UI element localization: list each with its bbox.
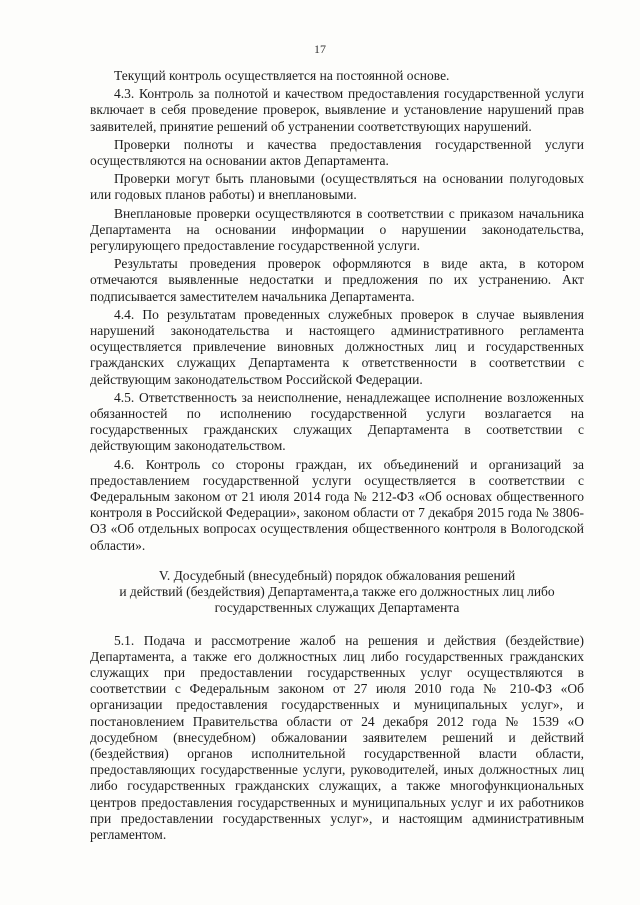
paragraph: Результаты проведения проверок оформляются в виде акта, в котором отмечаются выявленные недостатки и предложения по их устранению. Акт подписывается заместителем начальника Департамента. <box>90 256 584 304</box>
paragraph: 5.1. Подача и рассмотрение жалоб на решения и действия (бездействие) Департамента, а также его должностных лиц либо государственных гражданских служащих при предоставлении государственных услуг осуществляются в соответствии с Федеральным законом от 27 июля 2010 года № 210-ФЗ «Об организации предоставления государственных и муниципальных услуг», и постановлением Правительства области от 24 декабря 2012 года № 1539 «О досудебном (внесудебном) обжаловании заявителем решений и действий (бездействия) органов исполнительной государственной власти области, предоставляющих государственные услуги, руководителей, иных должностных лиц либо государственных гражданских служащих, а также многофункциональных центров предоставления государственных и муниципальных услуг и их работников при предоставлении государственных услуг», и настоящим административным регламентом. <box>90 632 584 842</box>
section-heading-line: и действий (бездействия) Департамента,а также его должностных лиц либо <box>119 584 555 600</box>
section-heading-line: государственных служащих Департамента <box>214 600 460 616</box>
section-heading-line: V. Досудебный (внесудебный) порядок обжалования решений <box>158 567 516 583</box>
document-body <box>90 68 584 845</box>
paragraph: Проверки полноты и качества предоставления государственной услуги осуществляются на основании актов Департамента. <box>90 136 584 169</box>
section-heading <box>90 568 584 617</box>
paragraph: 4.5. Ответственность за неисполнение, ненадлежащее исполнение возложенных обязанностей по исполнению государственной услуги возлагается на государственных гражданских служащих Департамента в соответствии с действующим законодательством. <box>90 389 584 454</box>
page-number: 17 <box>314 42 326 56</box>
paragraph: 4.4. По результатам проведенных служебных проверок в случае выявления нарушений законодательства и настоящего административного регламента осуществляется привлечение виновных должностных лиц и государственных гражданских служащих Департамента к ответственности в соответствии с действующим законодательством Российской Федерации. <box>90 306 584 387</box>
paragraph: Проверки могут быть плановыми (осуществляться на основании полугодовых или годовых планов работы) и внеплановыми. <box>90 171 584 203</box>
paragraph: Текущий контроль осуществляется на постоянной основе. <box>114 68 450 83</box>
paragraph: 4.6. Контроль со стороны граждан, их объединений и организаций за предоставлением государственной услуги осуществляется в соответствии с Федеральным законом от 21 июля 2014 года № 212-ФЗ «Об основах общественного контроля в Российской Федерации», законом области от 7 декабря 2015 года № 3806-ОЗ «Об отдельных вопросах осуществления общественного контроля в Вологодской области». <box>90 456 584 553</box>
paragraph: 4.3. Контроль за полнотой и качеством предоставления государственной услуги включает в себя проведение проверок, выявление и установление нарушений прав заявителей, принятие решений об устранении соответствующих нарушений. <box>90 86 584 134</box>
paragraph: Внеплановые проверки осуществляются в соответствии с приказом начальника Департамента на основании информации о нарушении законодательства, регулирующего предоставление государственной услуги. <box>90 205 584 254</box>
